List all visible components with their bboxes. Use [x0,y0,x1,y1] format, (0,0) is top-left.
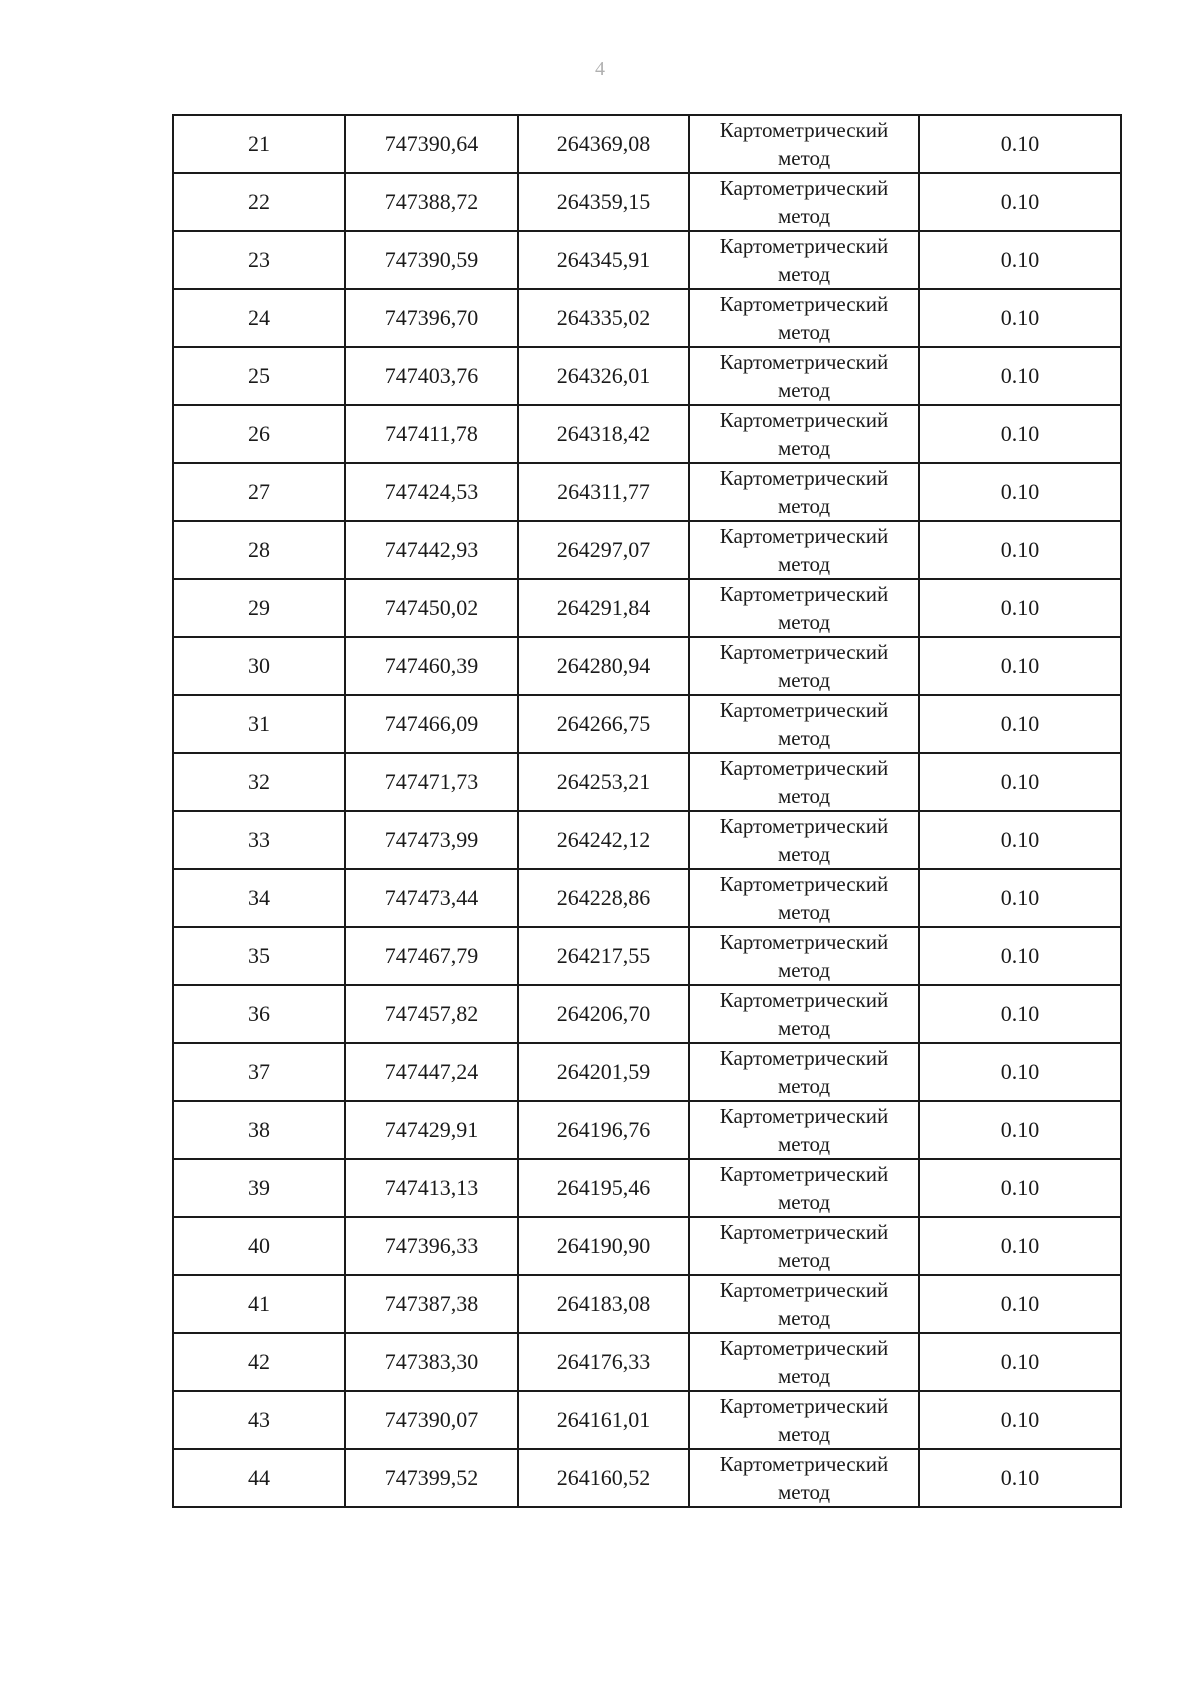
point-number-cell: 41 [173,1275,345,1333]
x-coordinate-cell: 747390,64 [345,115,518,173]
method-line-2: метод [777,1016,831,1040]
method-cell [689,579,919,637]
method-line-2: метод [777,1364,831,1388]
point-number-cell: 33 [173,811,345,869]
point-number-cell: 23 [173,231,345,289]
coordinates-table-body [173,115,1121,1507]
table-row [173,115,1121,173]
table-row [173,347,1121,405]
y-coordinate-cell: 264326,01 [518,347,689,405]
table-row [173,1159,1121,1217]
accuracy-cell: 0.10 [919,1101,1121,1159]
point-number-cell: 24 [173,289,345,347]
table-row [173,811,1121,869]
method-line-1: Картометрический [719,1278,889,1302]
point-number-cell: 38 [173,1101,345,1159]
point-number-cell: 37 [173,1043,345,1101]
table-row [173,1391,1121,1449]
method-cell [689,1217,919,1275]
y-coordinate-cell: 264228,86 [518,869,689,927]
point-number-cell: 36 [173,985,345,1043]
x-coordinate-cell: 747390,07 [345,1391,518,1449]
point-number-cell: 35 [173,927,345,985]
y-coordinate-cell: 264318,42 [518,405,689,463]
x-coordinate-cell: 747396,33 [345,1217,518,1275]
x-coordinate-cell: 747411,78 [345,405,518,463]
y-coordinate-cell: 264359,15 [518,173,689,231]
accuracy-cell: 0.10 [919,869,1121,927]
method-line-2: метод [777,1132,831,1156]
method-cell [689,1391,919,1449]
x-coordinate-cell: 747403,76 [345,347,518,405]
method-line-1: Картометрический [719,872,889,896]
point-number-cell: 39 [173,1159,345,1217]
y-coordinate-cell: 264280,94 [518,637,689,695]
y-coordinate-cell: 264369,08 [518,115,689,173]
method-line-1: Картометрический [719,176,889,200]
x-coordinate-cell: 747467,79 [345,927,518,985]
x-coordinate-cell: 747471,73 [345,753,518,811]
y-coordinate-cell: 264201,59 [518,1043,689,1101]
x-coordinate-cell: 747442,93 [345,521,518,579]
method-cell [689,405,919,463]
method-line-2: метод [777,436,831,460]
y-coordinate-cell: 264242,12 [518,811,689,869]
table-row [173,927,1121,985]
y-coordinate-cell: 264196,76 [518,1101,689,1159]
point-number-cell: 26 [173,405,345,463]
method-cell [689,1159,919,1217]
x-coordinate-cell: 747447,24 [345,1043,518,1101]
point-number-cell: 25 [173,347,345,405]
accuracy-cell: 0.10 [919,637,1121,695]
x-coordinate-cell: 747473,99 [345,811,518,869]
x-coordinate-cell: 747473,44 [345,869,518,927]
point-number-cell: 40 [173,1217,345,1275]
method-line-1: Картометрический [719,350,889,374]
x-coordinate-cell: 747413,13 [345,1159,518,1217]
method-line-1: Картометрический [719,698,889,722]
x-coordinate-cell: 747466,09 [345,695,518,753]
method-line-1: Картометрический [719,1220,889,1244]
method-line-1: Картометрический [719,1394,889,1418]
method-cell [689,347,919,405]
table-row [173,695,1121,753]
coordinates-table [172,114,1122,1508]
table-row [173,521,1121,579]
method-line-2: метод [777,610,831,634]
accuracy-cell: 0.10 [919,927,1121,985]
table-row [173,1275,1121,1333]
method-line-1: Картометрический [719,466,889,490]
method-line-1: Картометрический [719,292,889,316]
table-row [173,1043,1121,1101]
method-line-1: Картометрический [719,756,889,780]
method-cell [689,869,919,927]
x-coordinate-cell: 747450,02 [345,579,518,637]
accuracy-cell: 0.10 [919,231,1121,289]
accuracy-cell: 0.10 [919,1159,1121,1217]
method-line-1: Картометрический [719,1336,889,1360]
method-line-2: метод [777,1306,831,1330]
table-row [173,753,1121,811]
table-row [173,637,1121,695]
x-coordinate-cell: 747383,30 [345,1333,518,1391]
table-row [173,405,1121,463]
method-line-2: метод [777,1074,831,1098]
method-line-1: Картометрический [719,234,889,258]
accuracy-cell: 0.10 [919,1391,1121,1449]
method-line-1: Картометрический [719,524,889,548]
accuracy-cell: 0.10 [919,405,1121,463]
x-coordinate-cell: 747388,72 [345,173,518,231]
table-row [173,985,1121,1043]
table-row [173,173,1121,231]
y-coordinate-cell: 264345,91 [518,231,689,289]
table-row [173,231,1121,289]
method-line-2: метод [777,1480,831,1504]
accuracy-cell: 0.10 [919,1275,1121,1333]
method-cell [689,637,919,695]
method-cell [689,1275,919,1333]
point-number-cell: 22 [173,173,345,231]
accuracy-cell: 0.10 [919,579,1121,637]
table-row [173,869,1121,927]
method-cell [689,811,919,869]
method-line-2: метод [777,726,831,750]
point-number-cell: 28 [173,521,345,579]
method-line-2: метод [777,204,831,228]
method-line-2: метод [777,784,831,808]
y-coordinate-cell: 264176,33 [518,1333,689,1391]
y-coordinate-cell: 264253,21 [518,753,689,811]
method-line-1: Картометрический [719,118,889,142]
method-cell [689,1101,919,1159]
accuracy-cell: 0.10 [919,695,1121,753]
page-number: 4 [595,58,605,80]
method-cell [689,289,919,347]
method-line-1: Картометрический [719,988,889,1012]
method-line-2: метод [777,262,831,286]
method-cell [689,173,919,231]
x-coordinate-cell: 747396,70 [345,289,518,347]
method-cell [689,231,919,289]
point-number-cell: 29 [173,579,345,637]
method-cell [689,1043,919,1101]
x-coordinate-cell: 747457,82 [345,985,518,1043]
accuracy-cell: 0.10 [919,173,1121,231]
accuracy-cell: 0.10 [919,811,1121,869]
point-number-cell: 44 [173,1449,345,1507]
y-coordinate-cell: 264206,70 [518,985,689,1043]
y-coordinate-cell: 264190,90 [518,1217,689,1275]
method-cell [689,753,919,811]
point-number-cell: 43 [173,1391,345,1449]
method-cell [689,521,919,579]
y-coordinate-cell: 264195,46 [518,1159,689,1217]
y-coordinate-cell: 264311,77 [518,463,689,521]
y-coordinate-cell: 264160,52 [518,1449,689,1507]
method-line-1: Картометрический [719,640,889,664]
y-coordinate-cell: 264291,84 [518,579,689,637]
method-line-2: метод [777,842,831,866]
point-number-cell: 30 [173,637,345,695]
method-cell [689,115,919,173]
method-line-1: Картометрический [719,1046,889,1070]
accuracy-cell: 0.10 [919,289,1121,347]
y-coordinate-cell: 264266,75 [518,695,689,753]
table-row [173,1449,1121,1507]
method-line-1: Картометрический [719,582,889,606]
method-line-1: Картометрический [719,1104,889,1128]
method-line-2: метод [777,494,831,518]
x-coordinate-cell: 747390,59 [345,231,518,289]
method-cell [689,985,919,1043]
table-row [173,289,1121,347]
point-number-cell: 42 [173,1333,345,1391]
method-line-2: метод [777,320,831,344]
point-number-cell: 34 [173,869,345,927]
x-coordinate-cell: 747387,38 [345,1275,518,1333]
x-coordinate-cell: 747424,53 [345,463,518,521]
method-line-2: метод [777,552,831,576]
y-coordinate-cell: 264217,55 [518,927,689,985]
accuracy-cell: 0.10 [919,1333,1121,1391]
x-coordinate-cell: 747460,39 [345,637,518,695]
accuracy-cell: 0.10 [919,347,1121,405]
x-coordinate-cell: 747399,52 [345,1449,518,1507]
method-cell [689,1333,919,1391]
accuracy-cell: 0.10 [919,985,1121,1043]
method-cell [689,927,919,985]
method-line-2: метод [777,378,831,402]
accuracy-cell: 0.10 [919,1043,1121,1101]
method-cell [689,463,919,521]
table-row [173,1333,1121,1391]
y-coordinate-cell: 264335,02 [518,289,689,347]
method-line-2: метод [777,1248,831,1272]
table-row [173,1101,1121,1159]
accuracy-cell: 0.10 [919,463,1121,521]
accuracy-cell: 0.10 [919,753,1121,811]
method-line-2: метод [777,958,831,982]
y-coordinate-cell: 264161,01 [518,1391,689,1449]
accuracy-cell: 0.10 [919,115,1121,173]
method-line-2: метод [777,668,831,692]
method-line-1: Картометрический [719,930,889,954]
method-line-2: метод [777,900,831,924]
point-number-cell: 27 [173,463,345,521]
table-row [173,463,1121,521]
method-cell [689,695,919,753]
x-coordinate-cell: 747429,91 [345,1101,518,1159]
method-line-2: метод [777,1422,831,1446]
method-line-1: Картометрический [719,1162,889,1186]
method-line-1: Картометрический [719,408,889,432]
method-cell [689,1449,919,1507]
accuracy-cell: 0.10 [919,1217,1121,1275]
method-line-1: Картометрический [719,814,889,838]
accuracy-cell: 0.10 [919,1449,1121,1507]
method-line-1: Картометрический [719,1452,889,1476]
table-row [173,579,1121,637]
point-number-cell: 21 [173,115,345,173]
table-row [173,1217,1121,1275]
y-coordinate-cell: 264297,07 [518,521,689,579]
accuracy-cell: 0.10 [919,521,1121,579]
point-number-cell: 32 [173,753,345,811]
point-number-cell: 31 [173,695,345,753]
method-line-2: метод [777,146,831,170]
method-line-2: метод [777,1190,831,1214]
y-coordinate-cell: 264183,08 [518,1275,689,1333]
